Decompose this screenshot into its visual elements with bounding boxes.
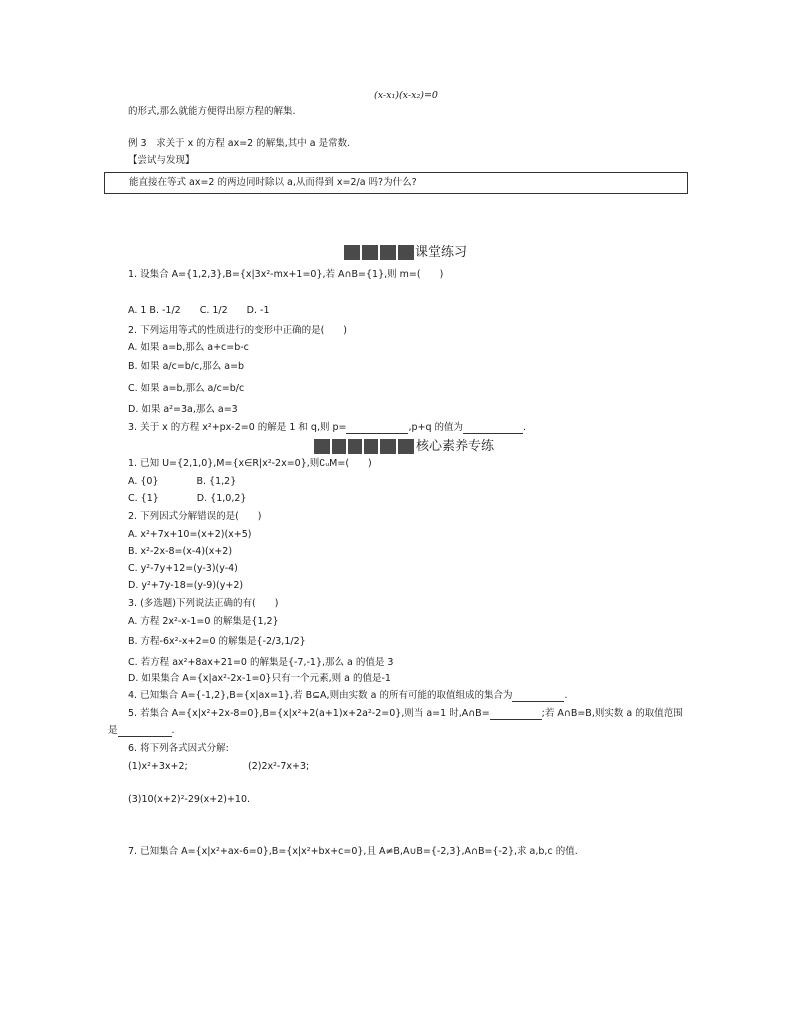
s2-q3-d: D. 如果集合 A={x|ax²-2x-1=0}只有一个元素,则 a 的值是-1 [128, 673, 391, 684]
s2-q5-pre: 5. 若集合 A={x|x²+2x-8=0},B={x|x²+2(a+1)x+2a²-2=0},则当 a=1 时,A∩B= [128, 708, 490, 719]
s2-q1: 1. 已知 U={2,1,0},M={x∈R|x²-2x=0},则∁ᵤM=( ) [128, 458, 372, 469]
s2-q4 [128, 690, 567, 702]
s1-q2-c: C. 如果 a=b,那么 a/c=b/c [128, 383, 245, 394]
s2-q5-cont-label: 是 [108, 725, 118, 736]
s2-q2-d: D. y²+7y-18=(y-9)(y+2) [128, 580, 244, 591]
s2-q3-a: A. 方程 2x²-x-1=0 的解集是{1,2} [128, 616, 279, 627]
section2-header [314, 438, 514, 456]
s2-q6-2: (2)2x²-7x+3; [248, 761, 310, 772]
s2-q5-blank-intersection[interactable] [490, 709, 542, 720]
example3-text: 例 3 求关于 x 的方程 ax=2 的解集,其中 a 是常数. [128, 138, 351, 149]
s2-q1-cd: C. {1} D. {1,0,2} [128, 493, 247, 504]
s2-q6-3: (3)10(x+2)²-29(x+2)+10. [128, 794, 251, 805]
s1-q1-options: A. 1 B. -1/2 C. 1/2 D. -1 [128, 305, 270, 316]
s1-q3-mid: ,p+q 的值为 [408, 422, 464, 433]
s2-q1-ab: A. {0} B. {1,2} [128, 476, 237, 487]
s2-q5-end: . [171, 725, 175, 736]
s1-q2-b: B. 如果 a/c=b/c,那么 a=b [128, 361, 245, 372]
s1-q1: 1. 设集合 A={1,2,3},B={x|3x²-mx+1=0},若 A∩B={1},则 m=( ) [128, 269, 444, 280]
try-box [104, 172, 688, 194]
s1-q3-pre: 3. 关于 x 的方程 x²+px-2=0 的解是 1 和 q,则 p= [128, 422, 347, 433]
s1-q2-a: A. 如果 a=b,那么 a+c=b-c [128, 342, 249, 353]
s2-q4-blank[interactable] [512, 691, 564, 702]
try-heading: 【尝试与发现】 [128, 155, 195, 166]
s2-q3: 3. (多选题)下列说法正确的有( ) [128, 598, 279, 609]
s2-q3-c: C. 若方程 ax²+8ax+21=0 的解集是{-7,-1},那么 a 的值是 3 [128, 657, 394, 668]
s1-q2: 2. 下列运用等式的性质进行的变形中正确的是( ) [128, 325, 347, 336]
section1-header [344, 244, 504, 262]
s2-q2-b: B. x²-2x-8=(x-4)(x+2) [128, 546, 233, 557]
s1-q3-blank-p[interactable] [346, 423, 408, 434]
s1-q2-d: D. 如果 a²=3a,那么 a=3 [128, 404, 238, 415]
s2-q5 [128, 708, 683, 720]
s2-q3-b: B. 方程-6x²-x+2=0 的解集是{-2/3,1/2} [128, 636, 306, 647]
s1-q3-blank-pq[interactable] [463, 423, 523, 434]
s2-q7: 7. 已知集合 A={x|x²+ax-6=0},B={x|x²+bx+c=0},且 A≠B,A∪B={-2,3},A∩B={-2},求 a,b,c 的值. [128, 846, 578, 857]
section1-title: 课堂练习 [415, 245, 468, 260]
try-box-text: 能直接在等式 ax=2 的两边同时除以 a,从而得到 x=2/a 吗?为什么? [129, 177, 417, 188]
s2-q2-a: A. x²+7x+10=(x+2)(x+5) [128, 529, 252, 540]
s2-q5-mid: ;若 A∩B=B,则实数 a 的取值范围 [541, 708, 683, 719]
s2-q2: 2. 下列因式分解错误的是( ) [128, 511, 262, 522]
s2-q5-blank-range[interactable] [118, 726, 172, 737]
section2-header-bar [314, 439, 414, 454]
s1-q3-end: . [523, 422, 527, 433]
section2-title: 核心素养专练 [416, 439, 495, 454]
section1-header-bar [344, 245, 414, 260]
s2-q4-end: . [564, 690, 568, 701]
s2-q6: 6. 将下列各式因式分解: [128, 743, 229, 754]
s1-q3 [128, 422, 526, 434]
intro-line: 的形式,那么就能方便得出原方程的解集. [128, 106, 296, 117]
s2-q5-cont [108, 725, 175, 737]
s2-q6-1: (1)x²+3x+2; [128, 761, 188, 772]
intro-equation: (x-x₁)(x-x₂)=0 [374, 90, 438, 101]
s2-q2-c: C. y²-7y+12=(y-3)(y-4) [128, 563, 238, 574]
s2-q4-pre: 4. 已知集合 A={-1,2},B={x|ax=1},若 B⊆A,则由实数 a 的所有可能的取值组成的集合为 [128, 690, 513, 701]
